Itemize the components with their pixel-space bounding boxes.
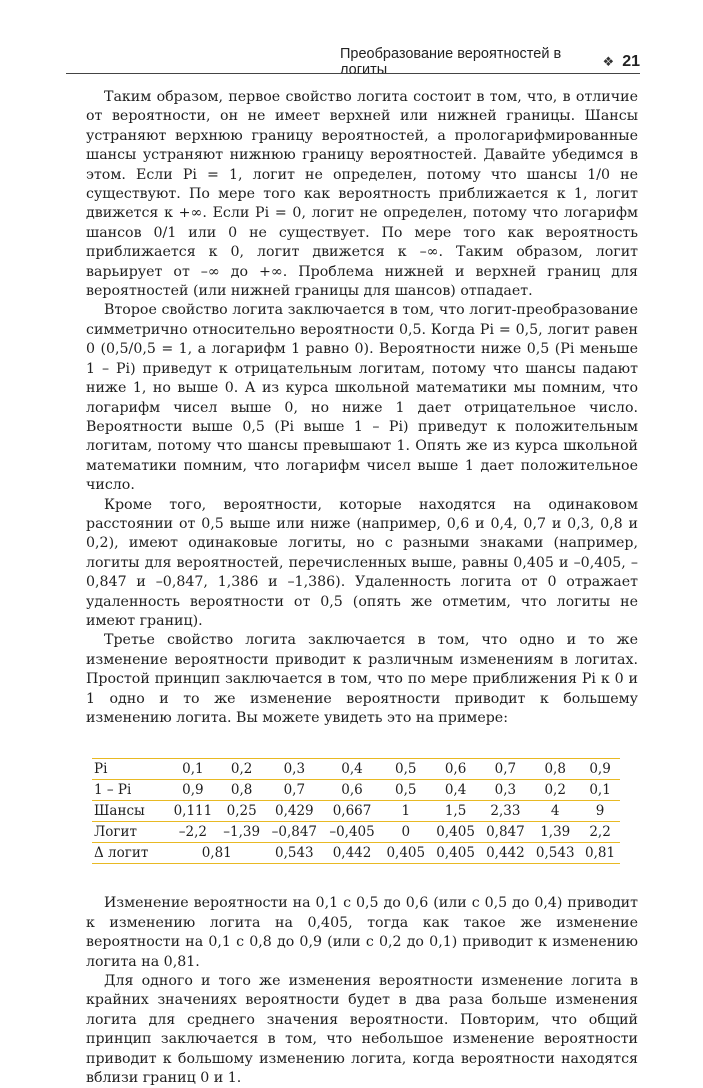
table-cell: 1,39 [540,824,571,841]
table-row [92,843,620,864]
row-label: Шансы [94,803,145,820]
table-cell: –1,39 [223,824,261,841]
table-cell: 0,3 [283,761,306,778]
table-row [92,801,620,822]
table-cell: 0,429 [274,803,314,820]
table-cell: 0,6 [444,761,467,778]
page-body [86,88,638,1088]
row-label: Δ логит [94,845,149,862]
table-cell: 4 [550,803,560,820]
table-cell: 1 [401,803,411,820]
paragraph-5: Изменение вероятности на 0,1 с 0,5 до 0,6 (или с 0,5 до 0,4) приводит к изменению логита на 0,405, тогда как такое же изменение вероятности на 0,1 с 0,8 до 0,9 (или с 0,2 до 0,1) приводит к изменению логита на 0,81. [86,895,638,970]
table-cell: 2,33 [490,803,521,820]
table-row [92,822,620,843]
table-cell: 0,81 [585,845,616,862]
table-cell: 0 [401,824,411,841]
table-cell: 9 [595,803,605,820]
table-cell: 0,4 [341,761,363,778]
paragraph-3: Кроме того, вероятности, которые находятся на одинаковом расстоянии от 0,5 выше или ниже (например, 0,6 и 0,4, 0,7 и 0,3, 0,8 и 0,2), имеют одинаковые логиты, но с разными знаками (например, логиты для вероятностей, перечисленных выше, равны 0,405 и –0,405, –0,847 и –0,847, 1,386 и –1,386). Удаленность логита от 0 отражает удаленность вероятности от 0,5 (опять же отметим, что логиты не имеют границ). [86,496,638,629]
table-cell: 0,111 [173,803,213,820]
table-cell: 0,1 [182,761,204,778]
table-cell: –2,2 [178,824,208,841]
paragraph-4: Третье свойство логита заключается в том, что одно и то же изменение вероятности приводит к различным изменениям в логитах. Простой принцип заключается в том, что по мере приближения Pi к 0 и 1 одно и то же изменение вероятности приводит к большему изменению логита. Вы можете увидеть это на примере: [86,632,638,726]
table-cell: 2,2 [589,824,611,841]
table-cell: 0,543 [535,845,575,862]
table-cell: 0,2 [230,761,253,778]
table-cell: 0,25 [226,803,257,820]
table-cell: 0,5 [395,761,417,778]
table-cell: 0,543 [274,845,314,862]
table-cell: 0,847 [486,824,525,841]
table-cell: 0,442 [486,845,525,862]
table-row [92,759,620,780]
table-cell: –0,847 [271,824,318,841]
paragraph-2: Второе свойство логита заключается в том, что логит-преобразование симметрично относительно вероятности 0,5. Когда Pi = 0,5, логит равен 0 (0,5/0,5 = 1, а логарифм 1 равно 0). Вероятности ниже 0,5 (Pi меньше 1 – Pi) приведут к отрицательным логитам, потому что шансы падают ниже 1, но выше 0. А из курса школьной математики мы помним, что логарифм чисел выше 0, но ниже 1 дает отрицательное число. Вероятности выше 0,5 (Pi выше 1 – Pi) приведут к положительным логитам, потому что шансы превышают 1. Опять же из курса школьной математики помним, что логарифм чисел выше 1 дает положительное число. [86,302,638,494]
page-number: 21 [622,53,640,70]
table-cell: 0,405 [436,824,475,841]
table-cell: 0,4 [444,782,467,799]
table-cell: 0,7 [283,782,306,799]
table-cell: 0,405 [386,845,426,862]
table-cell: 0,8 [230,782,253,799]
chapter-title: Преобразование вероятностей в логиты [340,46,562,78]
table-cell: 0,667 [332,803,372,820]
table-cell: 0,442 [332,845,372,862]
paragraph-1: Таким образом, первое свойство логита состоит в том, что, в отличие от вероятности, он не имеет верхней или нижней границы. Шансы устраняют верхнюю границу вероятностей, а прологарифмированные шансы устраняют нижнюю границу вероятностей. Давайте убедимся в этом. Если Pi = 1, логит не определен, потому что шансы 1/0 не существуют. По мере того как вероятность приближается к 1, логит движется к +∞. Если Pi = 0, логит не определен, потому что логарифм шансов 0/1 или 0 не существует. По мере того как вероятность приближается к 0, логит движется к –∞. Таким образом, логит варьирует от –∞ до +∞. Проблема нижней и верхней границ для вероятностей (или нижней границы для шансов) отпадает. [86,89,638,300]
table-cell: 0,5 [395,782,417,799]
table-cell: 0,1 [589,782,611,799]
table-cell: 0,2 [544,782,566,799]
table-cell: 0,6 [341,782,363,799]
table-cell: 0,9 [182,782,204,799]
row-label: 1 – Pi [94,782,132,799]
table-cell: 0,8 [544,761,566,778]
table-cell: 0,9 [589,761,611,778]
table-cell: 0,7 [494,761,517,778]
diamond-icon: ❖ [602,54,615,69]
table-cell: 0,81 [201,845,232,862]
table-cell: 1,5 [444,803,467,820]
table-cell: 0,3 [494,782,517,799]
row-label: Логит [94,824,137,841]
paragraph-6: Для одного и того же изменения вероятности изменение логита в крайних значениях вероятности будет в два раза больше изменения логита для среднего значения вероятности. Повторим, что общий принцип заключается в том, что небольшое изменение вероятности приводит к большому изменению логита, когда вероятности находятся вблизи границ 0 и 1. [86,973,638,1087]
logit-table [92,758,620,864]
table-row [92,780,620,801]
header-rule [66,73,640,74]
logit-table-wrapper [92,758,620,864]
table-cell: –0,405 [329,824,375,841]
table-cell: 0,405 [436,845,475,862]
row-label: Pi [94,761,108,778]
